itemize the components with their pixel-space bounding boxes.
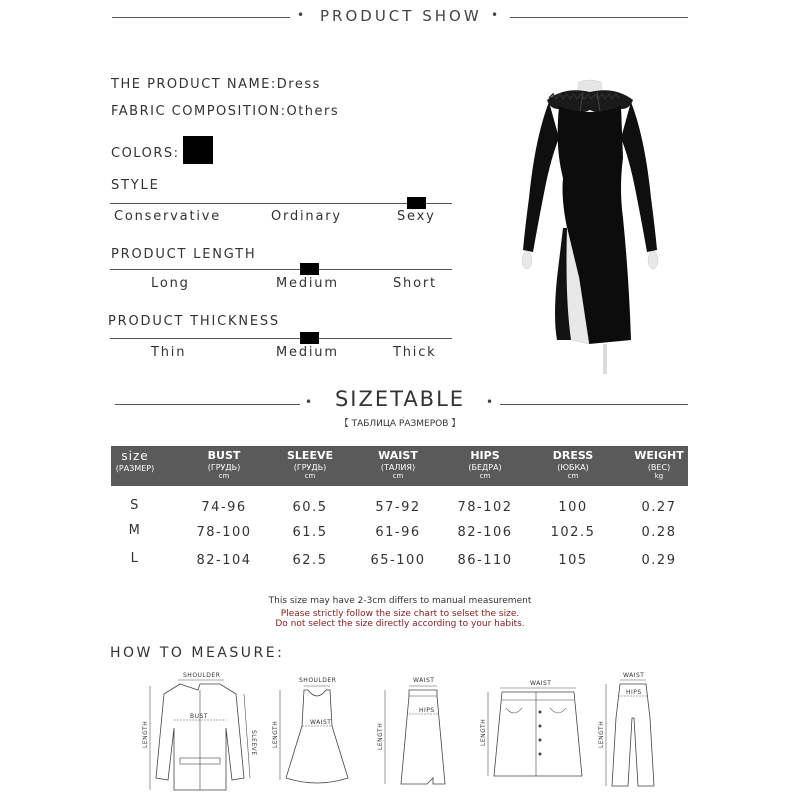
col-size-name: size <box>121 449 149 463</box>
miniskirt-length-label: LENGTH <box>480 718 487 746</box>
length-option-medium: Medium <box>276 276 339 291</box>
cell-hips: 78-102 <box>457 500 513 515</box>
col-waist-unit: cm <box>392 472 404 480</box>
cell-waist: 57-92 <box>375 500 421 515</box>
style-label: STYLE <box>111 178 160 193</box>
sizetable-dot-right: • <box>486 395 494 409</box>
header-rule-right <box>510 17 688 18</box>
skirt-hips-label: HIPS <box>419 707 435 714</box>
col-weight-sub: (ВЕС) <box>647 463 671 472</box>
jacket-shoulder-label: SHOULDER <box>183 672 221 679</box>
cell-bust: 74-96 <box>201 500 247 515</box>
cell-dress: 105 <box>558 553 588 568</box>
sizetable-dot-left: • <box>305 395 313 409</box>
product-name-line <box>111 77 321 92</box>
col-bust-name: BUST <box>207 449 241 462</box>
fabric-label: FABRIC COMPOSITION: <box>111 104 287 119</box>
col-bust <box>184 446 264 486</box>
style-scale-line <box>110 203 452 204</box>
header-dot-left: • <box>297 8 305 22</box>
fabric-line <box>111 104 339 119</box>
thickness-selected-marker <box>300 332 319 344</box>
col-dress <box>533 446 613 486</box>
col-waist-name: WAIST <box>378 449 418 462</box>
style-selected-marker <box>407 197 426 209</box>
miniskirt-waist-label: WAIST <box>530 680 552 687</box>
col-dress-name: DRESS <box>552 449 594 462</box>
col-size <box>111 446 159 486</box>
colors-label: COLORS: <box>111 146 180 161</box>
col-sleeve-name: SLEEVE <box>287 449 333 462</box>
warning-note-2: Do not select the size directly according to your habits. <box>275 619 525 629</box>
warning-note-1: Please strictly follow the size chart to selset the size. <box>280 609 520 619</box>
cell-sleeve: 62.5 <box>292 553 328 568</box>
jacket-measure-sketch <box>140 668 260 793</box>
sizetable-header <box>111 446 688 486</box>
product-dress-image[interactable] <box>505 78 675 378</box>
col-size-sub: (РАЗМЕР) <box>115 464 155 473</box>
style-option-ordinary: Ordinary <box>271 209 342 224</box>
cell-sleeve: 61.5 <box>292 525 328 540</box>
style-option-sexy: Sexy <box>397 209 436 224</box>
pants-waist-label: WAIST <box>623 672 645 679</box>
pants-hips-label: HIPS <box>626 689 642 696</box>
fabric-value: Others <box>286 104 340 119</box>
cell-dress: 102.5 <box>550 525 596 540</box>
how-to-measure-title: HOW TO MEASURE: <box>110 645 285 661</box>
length-option-short: Short <box>393 276 437 291</box>
cell-waist: 61-96 <box>375 525 421 540</box>
length-selected-marker <box>300 263 319 275</box>
sizetable-title: SIZETABLE <box>334 387 466 411</box>
header-dot-right: • <box>491 8 499 22</box>
col-waist <box>358 446 438 486</box>
col-weight-unit: kg <box>654 472 664 480</box>
col-dress-sub: (ЮБКА) <box>557 463 589 472</box>
col-hips-unit: cm <box>479 472 491 480</box>
col-bust-sub: (ГРУДЬ) <box>207 463 241 472</box>
col-hips <box>445 446 525 486</box>
cell-size: S <box>130 498 140 513</box>
pants-measure-sketch <box>598 668 668 793</box>
length-scale-line <box>110 269 452 270</box>
pants-length-label: LENGTH <box>598 720 605 748</box>
thickness-option-thick: Thick <box>393 345 437 360</box>
cell-sleeve: 60.5 <box>292 500 328 515</box>
col-waist-sub: (ТАЛИЯ) <box>380 463 416 472</box>
length-option-long: Long <box>151 276 190 291</box>
length-label: PRODUCT LENGTH <box>111 247 257 262</box>
page-title: PRODUCT SHOW <box>320 7 482 25</box>
col-sleeve <box>270 446 350 486</box>
product-name-label: THE PRODUCT NAME: <box>111 77 277 92</box>
col-bust-unit: cm <box>218 472 230 480</box>
thickness-option-medium: Medium <box>276 345 339 360</box>
cell-hips: 82-106 <box>457 525 513 540</box>
col-sleeve-unit: cm <box>304 472 316 480</box>
product-name-value: Dress <box>276 77 321 92</box>
cell-hips: 86-110 <box>457 553 513 568</box>
col-weight <box>619 446 699 486</box>
cell-bust: 82-104 <box>196 553 252 568</box>
col-dress-unit: cm <box>567 472 579 480</box>
jacket-bust-label: BUST <box>190 713 208 720</box>
skirt-length-label: LENGTH <box>377 722 384 750</box>
measurement-note: This size may have 2-3cm differs to manual measurement <box>268 596 532 606</box>
cell-size: L <box>130 551 140 566</box>
thickness-option-thin: Thin <box>151 345 187 360</box>
dress-shoulder-label: SHOULDER <box>299 677 337 684</box>
dress-measure-sketch <box>272 668 362 793</box>
col-hips-name: HIPS <box>470 449 500 462</box>
col-weight-name: WEIGHT <box>634 449 684 462</box>
style-option-conservative: Conservative <box>114 209 222 224</box>
cell-waist: 65-100 <box>370 553 426 568</box>
cell-dress: 100 <box>558 500 588 515</box>
cell-weight: 0.27 <box>641 500 677 515</box>
skirt-waist-label: WAIST <box>413 677 435 684</box>
cell-weight: 0.28 <box>641 525 677 540</box>
miniskirt-measure-sketch <box>478 668 593 793</box>
cell-size: M <box>128 523 142 538</box>
col-sleeve-sub: (ГРУДЬ) <box>293 463 327 472</box>
dress-waist-label: WAIST <box>310 719 332 726</box>
cell-bust: 78-100 <box>196 525 252 540</box>
jacket-length-label: LENGTH <box>142 720 149 748</box>
sizetable-subtitle: 【 ТАБЛИЦА РАЗМЕРОВ 】 <box>339 419 461 429</box>
jacket-sleeve-label: SLEEVE <box>250 730 257 756</box>
dress-length-label: LENGTH <box>272 720 279 748</box>
thickness-label: PRODUCT THICKNESS <box>108 314 280 329</box>
color-swatch-black[interactable] <box>183 136 213 164</box>
cell-weight: 0.29 <box>641 553 677 568</box>
header-rule-left <box>112 17 290 18</box>
thickness-scale-line <box>110 338 452 339</box>
colors-line <box>111 146 180 161</box>
col-hips-sub: (БЕДРА) <box>468 463 502 472</box>
skirt-measure-sketch <box>375 668 465 793</box>
